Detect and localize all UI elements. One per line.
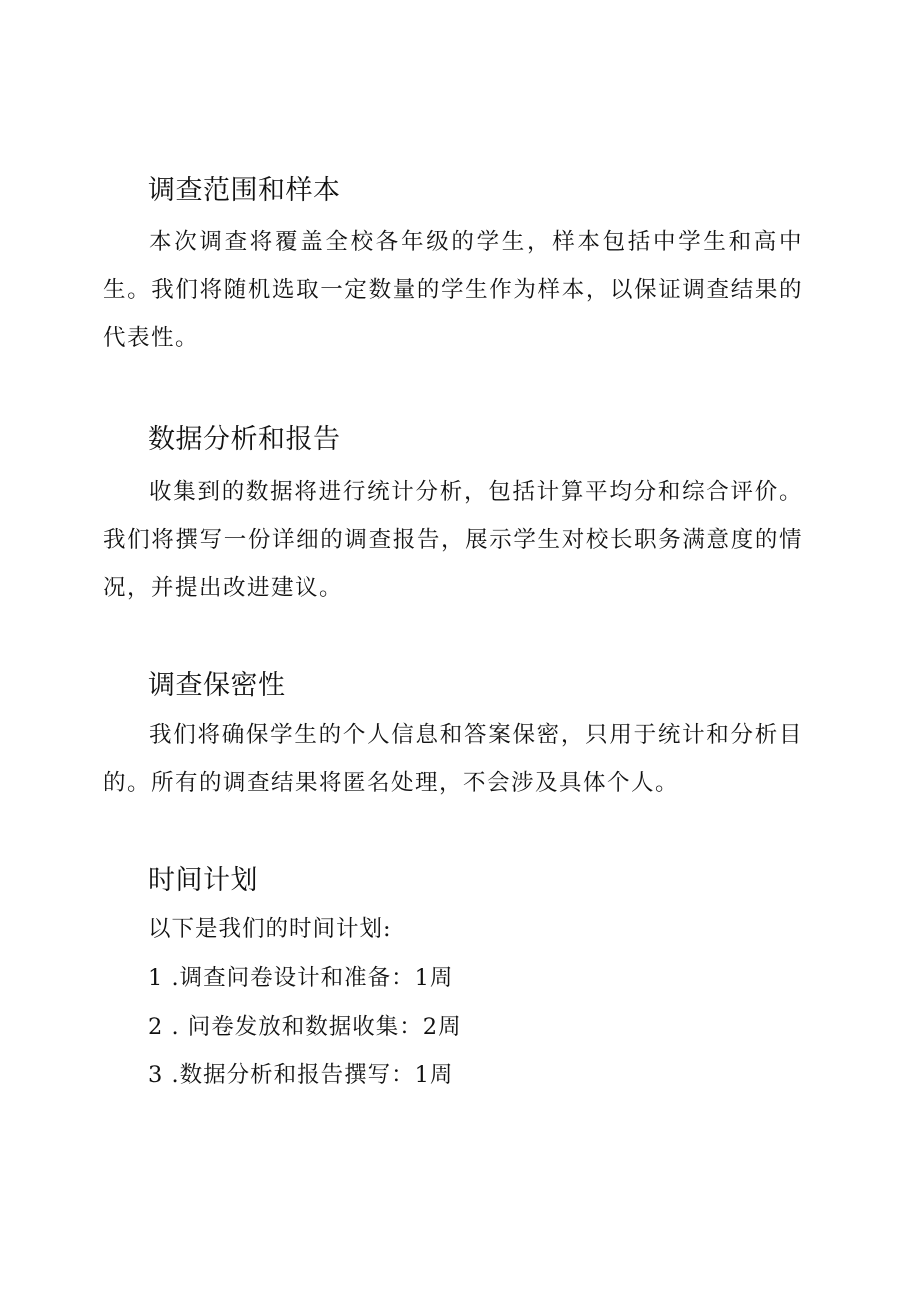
section-heading-analysis: 数据分析和报告 — [148, 424, 341, 455]
timeline-item: 1 .调查问卷设计和准备：1周 — [148, 965, 454, 991]
timeline-item: 3 .数据分析和报告撰写：1周 — [148, 1062, 454, 1088]
section-paragraph-scope: 本次调查将覆盖全校各年级的学生，样本包括中学生和高中生。我们将随机选取一定数量的学生作为样本，以保证调查结果的代表性。 — [103, 229, 803, 351]
timeline-intro: 以下是我们的时间计划: — [148, 916, 392, 942]
section-heading-scope: 调查范围和样本 — [148, 175, 341, 206]
section-heading-confidentiality: 调查保密性 — [148, 670, 286, 701]
section-paragraph-confidentiality: 我们将确保学生的个人信息和答案保密，只用于统计和分析目的。所有的调查结果将匿名处理，不会涉及具体个人。 — [103, 722, 803, 796]
section-paragraph-analysis: 收集到的数据将进行统计分析，包括计算平均分和综合评价。我们将撰写一份详细的调查报告，展示学生对校长职务满意度的情况，并提出改进建议。 — [103, 479, 803, 601]
section-heading-timeline: 时间计划 — [148, 865, 258, 896]
timeline-item: 2 . 问卷发放和数据收集：2周 — [148, 1014, 462, 1040]
